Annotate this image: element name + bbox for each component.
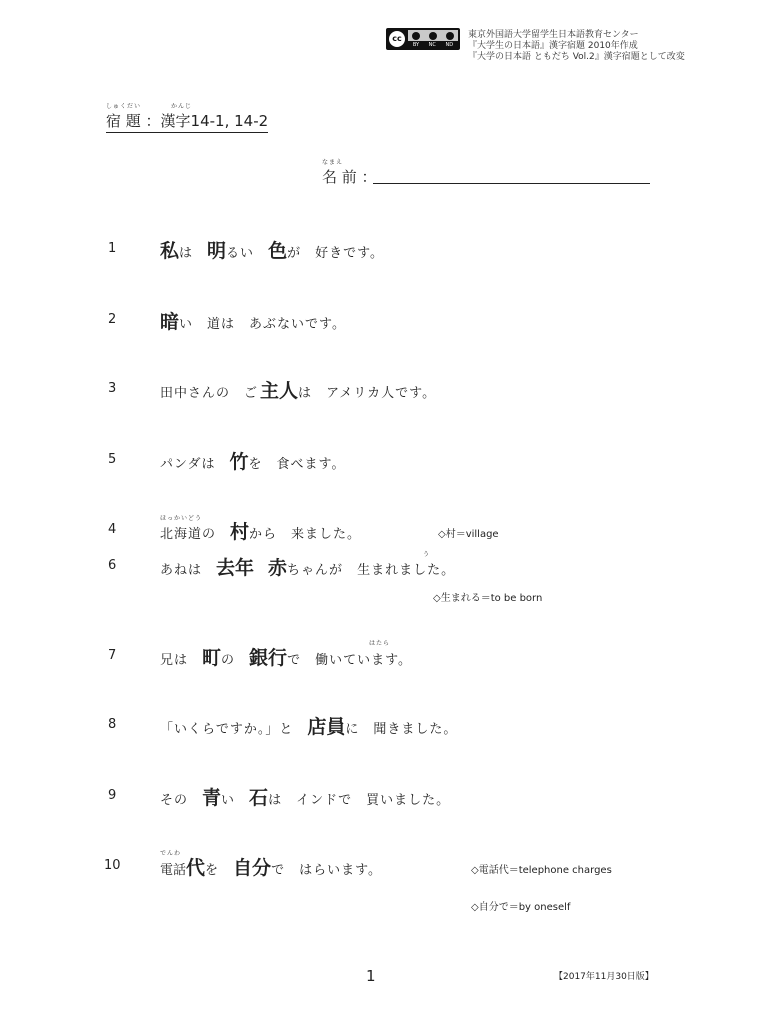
noncommercial-icon xyxy=(429,32,437,40)
header-line-2: 『大学生の日本語』漢字宿題 2010年作成 xyxy=(468,41,638,51)
page-number: 1 xyxy=(366,967,376,985)
item-number: 6 xyxy=(108,558,117,573)
target-kanji: 明 xyxy=(207,240,227,262)
furigana: はたら xyxy=(369,640,391,647)
item-number: 4 xyxy=(108,522,117,537)
furigana: ほっかいどう xyxy=(160,515,203,522)
item-number: 2 xyxy=(108,312,117,327)
item-number: 5 xyxy=(108,452,117,467)
title-ruby-shukudai: しゅくだい xyxy=(106,103,142,110)
name-label: 名 前 ： xyxy=(322,168,377,186)
sentence-6: あねは 去年 赤ちゃんが 生まれました。 xyxy=(160,557,456,579)
vocab-note: ◇自分で＝by oneself xyxy=(471,902,571,913)
target-kanji: 銀行 xyxy=(249,647,288,669)
vocab-note: ◇村＝village xyxy=(438,529,499,540)
edition-date: 【2017年11月30日版】 xyxy=(554,972,654,982)
target-kanji: 自分 xyxy=(233,857,272,879)
sentence-4: 北海道の 村から 来ました。 xyxy=(160,521,362,543)
sentence-8: 「いくらですか。」と 店員に 聞きました。 xyxy=(160,716,458,738)
sentence-7: 兄は 町の 銀行で 働いています。 xyxy=(160,647,413,669)
sentence-2: 暗い 道は あぶないです。 xyxy=(160,311,347,333)
target-kanji: 暗 xyxy=(160,311,180,333)
cc-logo-icon: cc xyxy=(389,31,405,47)
target-kanji: 竹 xyxy=(229,451,249,473)
sentence-1: 私は 明るい 色が 好きです。 xyxy=(160,240,385,262)
header-line-1: 東京外国語大学留学生日本語教育センター xyxy=(468,30,639,40)
target-kanji: 町 xyxy=(202,647,222,669)
attribution-icon xyxy=(412,32,420,40)
target-kanji: 店員 xyxy=(307,716,346,738)
target-kanji: 色 xyxy=(268,240,288,262)
creative-commons-license-badge xyxy=(386,28,460,50)
title-ruby-kanji: かんじ xyxy=(171,103,193,110)
sentence-9: その 青い 石は インドで 買いました。 xyxy=(160,787,451,809)
name-ruby: なまえ xyxy=(322,159,344,166)
sentence-10: 電話代を 自分で はらいます。 xyxy=(160,857,383,879)
target-kanji: 青 xyxy=(202,787,222,809)
target-kanji: 石 xyxy=(249,787,269,809)
target-kanji: 主人 xyxy=(260,380,299,402)
target-kanji: 赤 xyxy=(268,557,288,579)
item-number: 9 xyxy=(108,788,117,803)
sentence-5: パンダは 竹を 食べます。 xyxy=(160,451,346,473)
noderivatives-icon xyxy=(446,32,454,40)
header-attribution xyxy=(468,30,685,63)
target-kanji: 私 xyxy=(160,240,180,262)
license-label-nd: ND xyxy=(445,42,454,48)
furigana: う xyxy=(423,551,431,558)
sentence-3: 田中さんの ご 主人は アメリカ人です。 xyxy=(160,380,437,402)
item-number: 3 xyxy=(108,381,117,396)
target-kanji: 村 xyxy=(230,521,250,543)
target-kanji: 代 xyxy=(186,857,206,879)
furigana: でんわ xyxy=(160,850,182,857)
vocab-note: ◇生まれる＝to be born xyxy=(433,593,543,604)
license-label-by: BY xyxy=(412,42,420,48)
target-kanji: 去年 xyxy=(216,557,255,579)
vocab-note: ◇電話代＝telephone charges xyxy=(471,865,612,876)
header-line-3: 『大学の日本語 ともだち Vol.2』漢字宿題として改変 xyxy=(468,52,685,62)
page-title: 宿 題 ：漢字14-1, 14-2 xyxy=(106,110,268,133)
name-field[interactable] xyxy=(373,183,650,184)
item-number: 7 xyxy=(108,648,117,663)
item-number: 1 xyxy=(108,241,117,256)
item-number: 8 xyxy=(108,717,117,732)
license-label-nc: NC xyxy=(428,42,436,48)
item-number: 10 xyxy=(104,858,121,873)
